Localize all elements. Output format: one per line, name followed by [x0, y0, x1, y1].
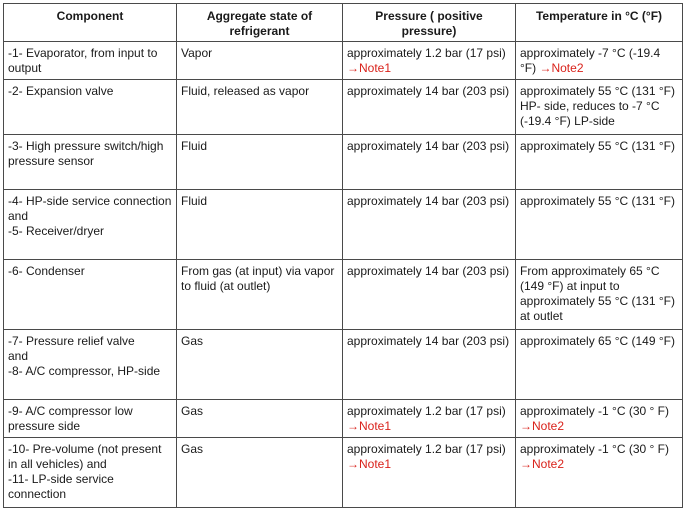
cell-temperature: From approximately 65 °C (149 °F) at input to approximately 55 °C (131 °F) at outlet: [516, 260, 683, 330]
cell-temperature: approximately 55 °C (131 °F): [516, 135, 683, 190]
cell-state: Gas: [177, 400, 343, 438]
pressure-value: approximately 1.2 bar (17 psi): [347, 46, 506, 60]
cell-component: [4, 80, 177, 135]
cell-temperature: approximately 65 °C (149 °F): [516, 330, 683, 400]
cell-state: Fluid: [177, 135, 343, 190]
note-arrow-icon: →: [347, 419, 359, 433]
component-line: and: [8, 349, 29, 363]
note-arrow-icon: →: [520, 419, 532, 433]
component-line: -8- A/C compressor, HP-side: [8, 364, 161, 378]
cell-pressure: [343, 438, 516, 508]
cell-pressure: approximately 14 bar (203 psi): [343, 330, 516, 400]
cell-component: [4, 190, 177, 260]
note-arrow-icon: →: [347, 457, 359, 471]
note-arrow-icon: →: [347, 61, 359, 75]
cell-temperature: [516, 42, 683, 80]
cell-state: Fluid: [177, 190, 343, 260]
cell-pressure: [343, 400, 516, 438]
cell-component: [4, 135, 177, 190]
cell-component: [4, 260, 177, 330]
component-line: -1- Evaporator, from input to output: [8, 46, 158, 75]
cell-state: Vapor: [177, 42, 343, 80]
temperature-value: approximately -7 °C (-19.4 °F): [520, 46, 661, 75]
cell-temperature: approximately 55 °C (131 °F) HP- side, reduces to -7 °C (-19.4 °F) LP-side: [516, 80, 683, 135]
cell-state: Fluid, released as vapor: [177, 80, 343, 135]
header-component: Component: [4, 4, 177, 42]
refrigerant-state-table: [3, 3, 683, 508]
component-line: -6- Condenser: [8, 264, 85, 278]
component-line: -7- Pressure relief valve: [8, 334, 135, 348]
component-line: -10- Pre-volume (not present in all vehicles) and: [8, 442, 162, 471]
component-line: -5- Receiver/dryer: [8, 224, 105, 238]
table-row: [4, 42, 683, 80]
table-row: [4, 260, 683, 330]
component-line: -2- Expansion valve: [8, 84, 114, 98]
note-arrow-icon: →: [520, 457, 532, 471]
table-row: [4, 438, 683, 508]
temperature-value: approximately -1 °C (30 ° F): [520, 404, 669, 418]
temperature-value: approximately -1 °C (30 ° F): [520, 442, 669, 456]
note-link[interactable]: Note1: [359, 419, 392, 433]
header-pressure: Pressure ( positive pressure): [343, 4, 516, 42]
cell-pressure: approximately 14 bar (203 psi): [343, 80, 516, 135]
header-aggregate-state: Aggregate state of refrigerant: [177, 4, 343, 42]
table-row: [4, 190, 683, 260]
cell-pressure: [343, 42, 516, 80]
cell-component: [4, 438, 177, 508]
note-link[interactable]: Note2: [551, 61, 584, 75]
cell-temperature: [516, 400, 683, 438]
cell-state: Gas: [177, 438, 343, 508]
pressure-value: approximately 1.2 bar (17 psi): [347, 442, 506, 456]
table-row: [4, 135, 683, 190]
cell-state: Gas: [177, 330, 343, 400]
component-line: -11- LP-side service connection: [8, 472, 114, 501]
component-line: and: [8, 209, 29, 223]
cell-component: [4, 42, 177, 80]
cell-component: [4, 330, 177, 400]
cell-pressure: approximately 14 bar (203 psi): [343, 190, 516, 260]
table-row: [4, 330, 683, 400]
cell-pressure: approximately 14 bar (203 psi): [343, 135, 516, 190]
table-row: [4, 80, 683, 135]
pressure-value: approximately 1.2 bar (17 psi): [347, 404, 506, 418]
component-line: -3- High pressure switch/high pressure sensor: [8, 139, 164, 168]
cell-temperature: approximately 55 °C (131 °F): [516, 190, 683, 260]
header-temperature: Temperature in °C (°F): [516, 4, 683, 42]
note-link[interactable]: Note1: [359, 457, 392, 471]
cell-component: [4, 400, 177, 438]
note-arrow-icon: →: [539, 61, 552, 75]
table-row: [4, 400, 683, 438]
note-link[interactable]: Note1: [359, 61, 392, 75]
cell-pressure: approximately 14 bar (203 psi): [343, 260, 516, 330]
table-header-row: [4, 4, 683, 42]
note-link[interactable]: Note2: [532, 457, 565, 471]
component-line: -4- HP-side service connection: [8, 194, 172, 208]
note-link[interactable]: Note2: [532, 419, 565, 433]
cell-state: From gas (at input) via vapor to fluid (at outlet): [177, 260, 343, 330]
cell-temperature: [516, 438, 683, 508]
component-line: -9- A/C compressor low pressure side: [8, 404, 133, 433]
